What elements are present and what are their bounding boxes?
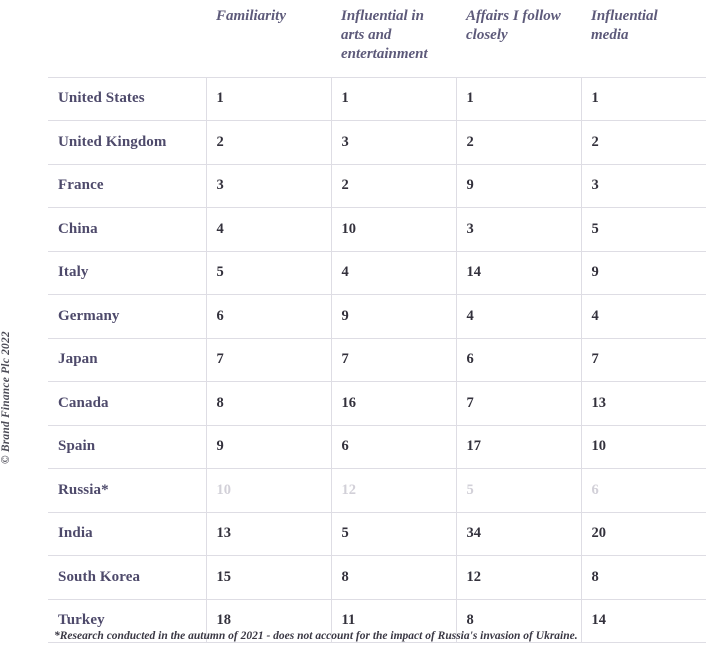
rank-familiarity: 7 — [206, 338, 331, 382]
rank-influential-media: 6 — [581, 469, 706, 513]
rank-familiarity: 15 — [206, 556, 331, 600]
rank-influential-arts-entertainment: 12 — [331, 469, 456, 513]
rank-influential-arts-entertainment: 7 — [331, 338, 456, 382]
rank-familiarity: 18 — [206, 599, 331, 643]
table-row — [48, 295, 706, 339]
table-row — [48, 512, 706, 556]
ranking-table — [48, 0, 706, 643]
country-name: Turkey — [48, 599, 206, 643]
rank-influential-arts-entertainment: 16 — [331, 382, 456, 426]
table-row — [48, 208, 706, 252]
column-header-country — [48, 0, 206, 77]
rank-influential-media: 14 — [581, 599, 706, 643]
country-name: China — [48, 208, 206, 252]
rank-familiarity: 1 — [206, 77, 331, 121]
rank-influential-media: 4 — [581, 295, 706, 339]
rank-affairs-follow-closely: 17 — [456, 425, 581, 469]
rank-influential-arts-entertainment: 6 — [331, 425, 456, 469]
rank-influential-arts-entertainment: 4 — [331, 251, 456, 295]
rank-affairs-follow-closely: 8 — [456, 599, 581, 643]
country-name: Germany — [48, 295, 206, 339]
table-row — [48, 77, 706, 121]
country-name: Russia* — [48, 469, 206, 513]
country-name: India — [48, 512, 206, 556]
table-row — [48, 382, 706, 426]
rank-influential-media: 7 — [581, 338, 706, 382]
country-name: United States — [48, 77, 206, 121]
rank-affairs-follow-closely: 12 — [456, 556, 581, 600]
rank-familiarity: 9 — [206, 425, 331, 469]
rank-affairs-follow-closely: 34 — [456, 512, 581, 556]
country-name: South Korea — [48, 556, 206, 600]
column-header-influential-media: Influential media — [581, 0, 706, 77]
rank-influential-arts-entertainment: 10 — [331, 208, 456, 252]
rank-familiarity: 2 — [206, 121, 331, 165]
rank-affairs-follow-closely: 7 — [456, 382, 581, 426]
rank-affairs-follow-closely: 14 — [456, 251, 581, 295]
country-name: Canada — [48, 382, 206, 426]
table-header — [48, 0, 706, 77]
rank-affairs-follow-closely: 1 — [456, 77, 581, 121]
table-row — [48, 251, 706, 295]
rank-influential-media: 2 — [581, 121, 706, 165]
country-name: United Kingdom — [48, 121, 206, 165]
country-name: Japan — [48, 338, 206, 382]
rank-influential-arts-entertainment: 2 — [331, 164, 456, 208]
rank-familiarity: 6 — [206, 295, 331, 339]
rank-affairs-follow-closely: 6 — [456, 338, 581, 382]
rank-influential-media: 1 — [581, 77, 706, 121]
ranking-table-container — [48, 0, 706, 643]
country-name: Spain — [48, 425, 206, 469]
rank-familiarity: 3 — [206, 164, 331, 208]
rank-influential-media: 8 — [581, 556, 706, 600]
rank-influential-arts-entertainment: 11 — [331, 599, 456, 643]
rank-influential-media: 5 — [581, 208, 706, 252]
table-row — [48, 425, 706, 469]
rank-influential-arts-entertainment: 1 — [331, 77, 456, 121]
rank-affairs-follow-closely: 4 — [456, 295, 581, 339]
table-body — [48, 77, 706, 643]
rank-affairs-follow-closely: 2 — [456, 121, 581, 165]
rank-influential-media: 9 — [581, 251, 706, 295]
table-row — [48, 121, 706, 165]
rank-influential-media: 10 — [581, 425, 706, 469]
rank-familiarity: 8 — [206, 382, 331, 426]
rank-influential-media: 13 — [581, 382, 706, 426]
rank-familiarity: 4 — [206, 208, 331, 252]
table-row — [48, 338, 706, 382]
rank-familiarity: 13 — [206, 512, 331, 556]
footnote-text: *Research conducted in the autumn of 2021 - does not account for the impact of Russia's invasion of Ukraine. — [54, 630, 578, 642]
table-row — [48, 556, 706, 600]
table-header-row — [48, 0, 706, 77]
rank-influential-arts-entertainment: 8 — [331, 556, 456, 600]
table-row — [48, 469, 706, 513]
column-header-familiarity: Familiarity — [206, 0, 331, 77]
column-header-influential-arts-entertainment: Influential in arts and entertainment — [331, 0, 456, 77]
rank-familiarity: 10 — [206, 469, 331, 513]
rank-influential-arts-entertainment: 5 — [331, 512, 456, 556]
rank-affairs-follow-closely: 3 — [456, 208, 581, 252]
rank-influential-arts-entertainment: 3 — [331, 121, 456, 165]
country-name: Italy — [48, 251, 206, 295]
table-row — [48, 164, 706, 208]
column-header-affairs-follow-closely: Affairs I follow closely — [456, 0, 581, 77]
rank-familiarity: 5 — [206, 251, 331, 295]
rank-influential-media: 20 — [581, 512, 706, 556]
country-name: France — [48, 164, 206, 208]
rank-affairs-follow-closely: 5 — [456, 469, 581, 513]
rank-influential-media: 3 — [581, 164, 706, 208]
copyright-notice: © Brand Finance Plc 2022 — [0, 331, 12, 464]
rank-influential-arts-entertainment: 9 — [331, 295, 456, 339]
rank-affairs-follow-closely: 9 — [456, 164, 581, 208]
